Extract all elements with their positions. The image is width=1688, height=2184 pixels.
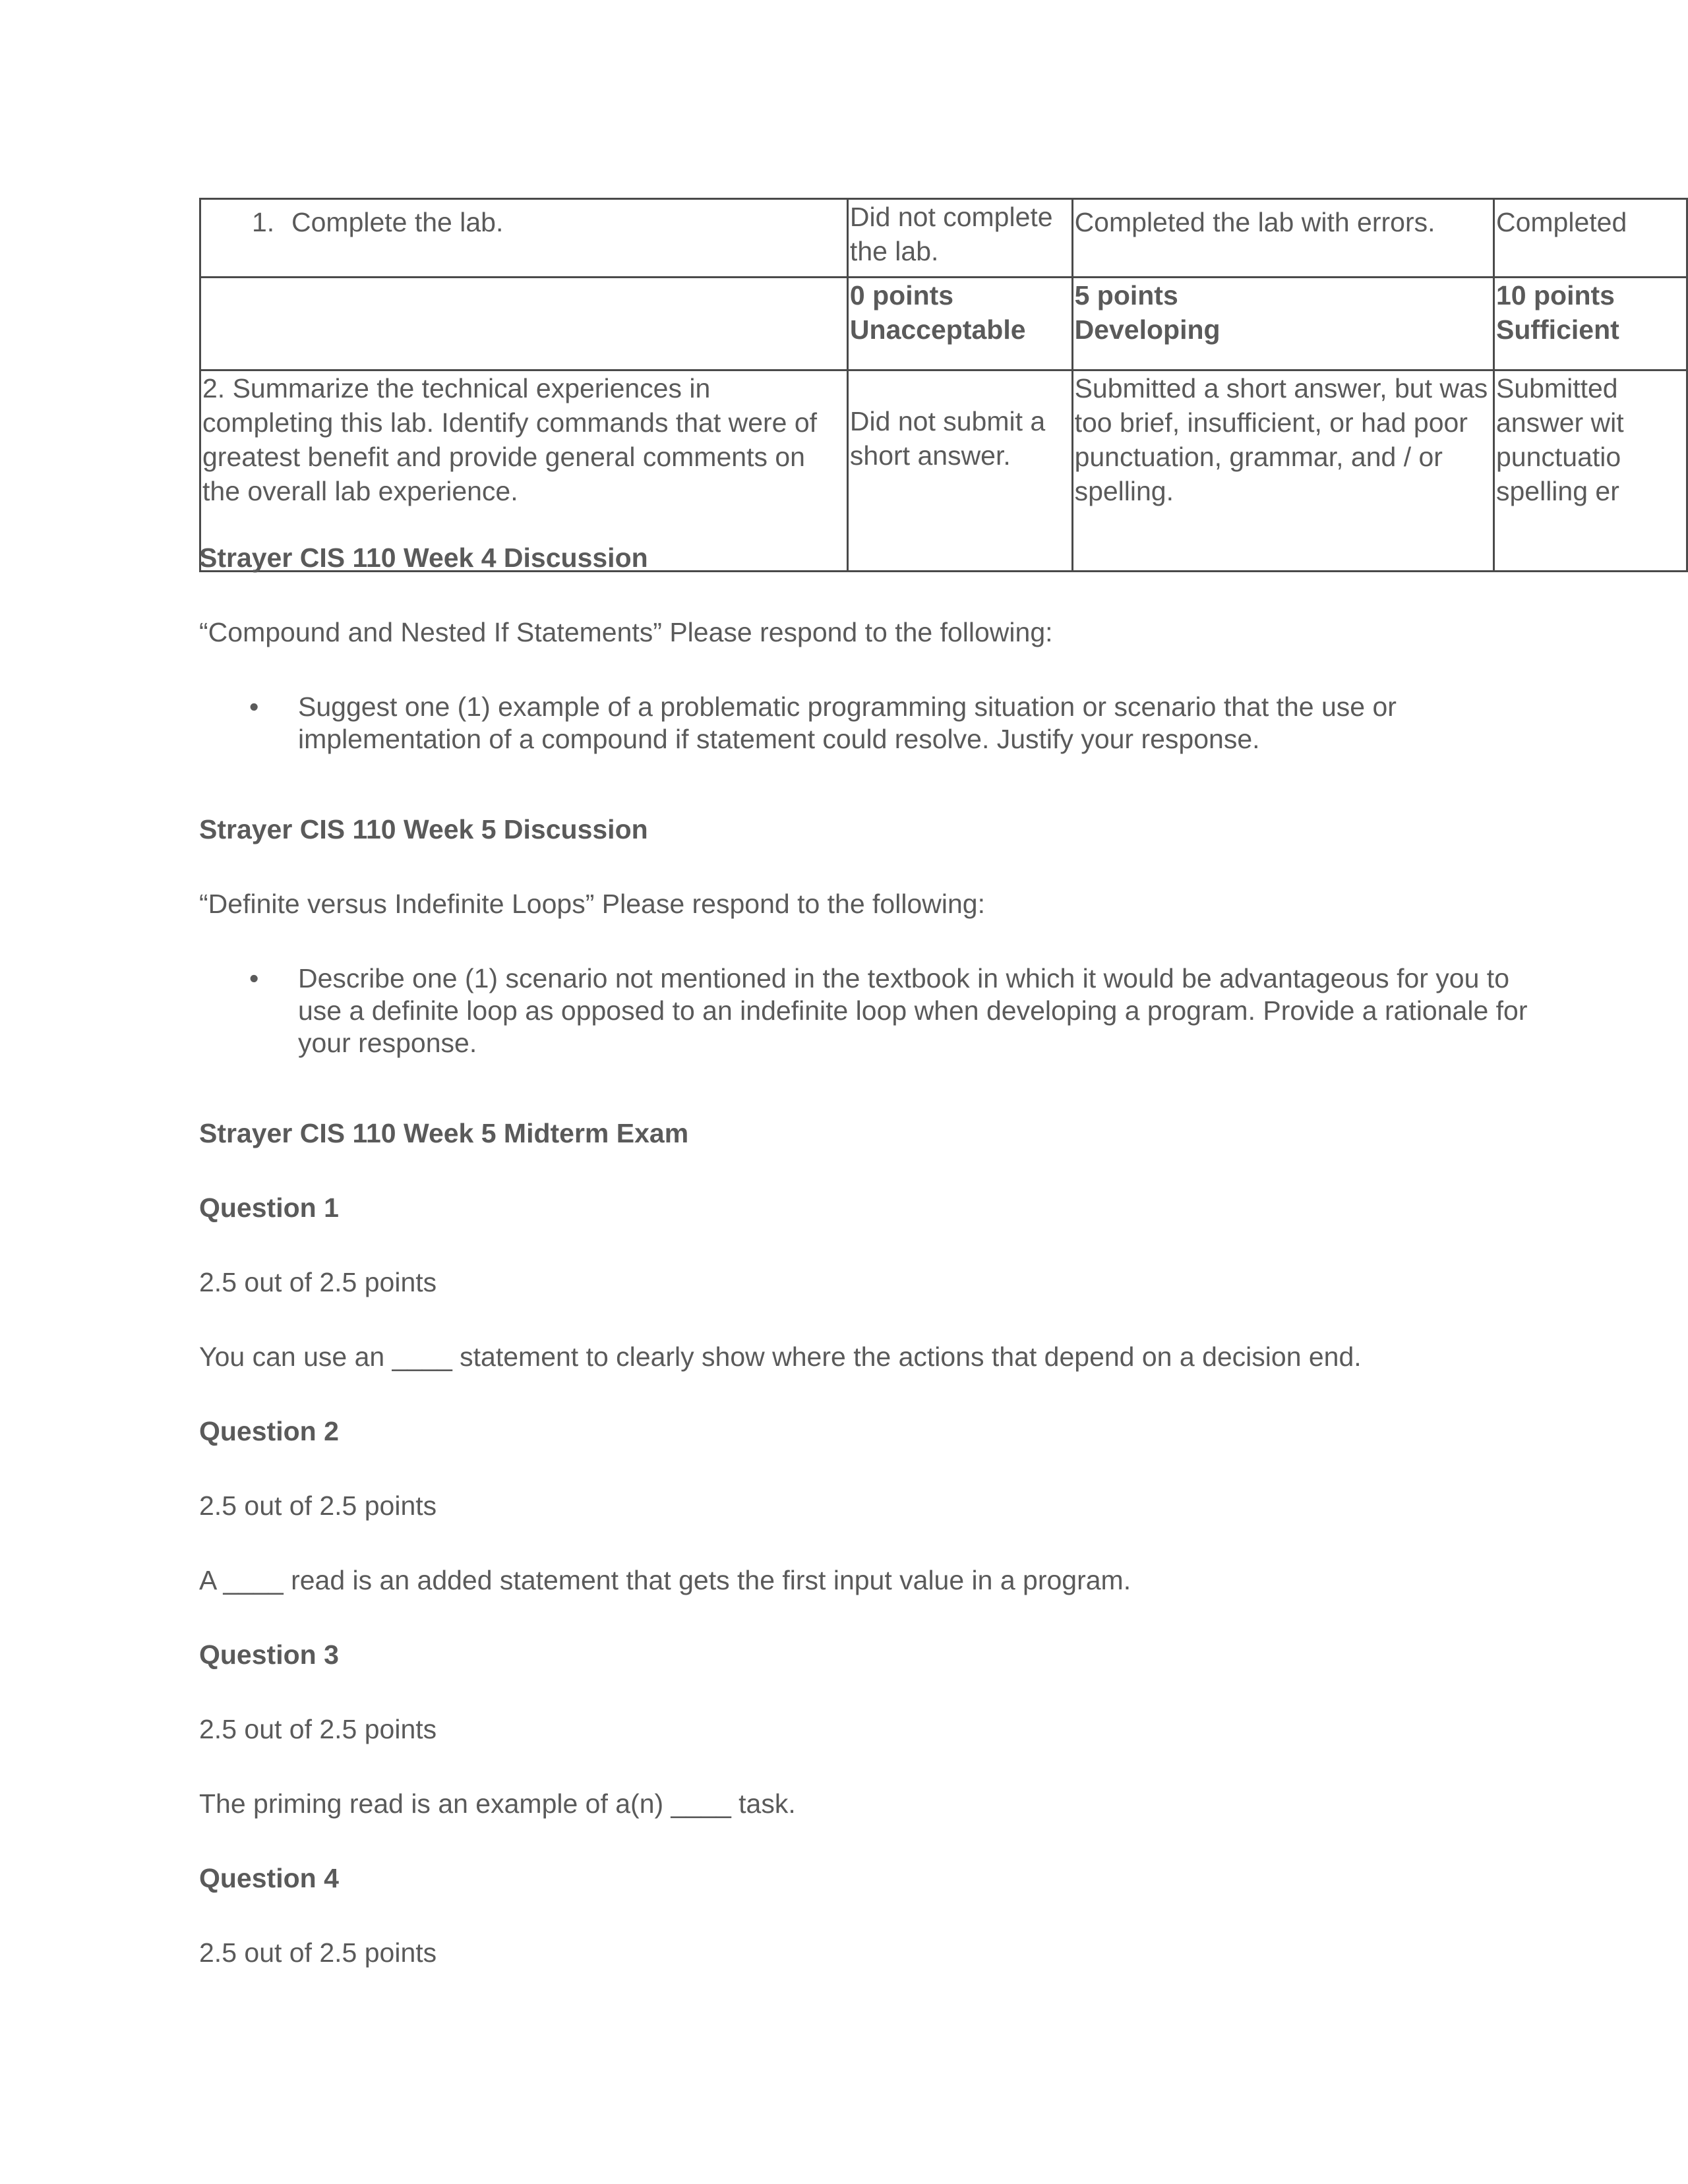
question-4 xyxy=(199,1862,1551,1969)
week4-heading: Strayer CIS 110 Week 4 Discussion xyxy=(199,543,648,573)
question-title: Question 4 xyxy=(199,1863,339,1893)
week5-prompt: “Definite versus Indefinite Loops” Please respond to the following: xyxy=(199,889,985,919)
week4-bullet-list xyxy=(199,691,1551,755)
rubric-developing-cell xyxy=(1072,370,1493,572)
rubric-empty-cell xyxy=(200,278,848,370)
rubric-developing-points-cell xyxy=(1072,278,1493,370)
week5-bullet-text: Describe one (1) scenario not mentioned in the textbook in which it would be advantageous for you to use a definite loop as opposed to an indefinite loop when developing a program. Provide a rationale for your response. xyxy=(298,963,1528,1058)
question-score: 2.5 out of 2.5 points xyxy=(199,1714,437,1744)
rubric-row-complete-lab xyxy=(200,199,1687,278)
week5-heading: Strayer CIS 110 Week 5 Discussion xyxy=(199,814,648,844)
question-score: 2.5 out of 2.5 points xyxy=(199,1267,437,1297)
bullet-icon: • xyxy=(249,963,259,993)
rubric-unacceptable-cell xyxy=(847,199,1072,278)
unacceptable-text: Did not complete the lab. xyxy=(849,202,1053,266)
sufficient-line: Submitted xyxy=(1495,373,1618,403)
developing-label: Developing xyxy=(1074,314,1221,345)
question-title: Question 3 xyxy=(199,1639,339,1670)
rubric-sufficient-cell xyxy=(1493,370,1687,572)
rubric-unacceptable-cell xyxy=(847,370,1072,572)
rubric-sufficient-cell xyxy=(1493,199,1687,278)
developing-text: Submitted a short answer, but was too brief, insufficient, or had poor punctuation, grammar, and / or spelling. xyxy=(1074,373,1488,506)
question-2 xyxy=(199,1415,1551,1597)
list-item xyxy=(199,691,1551,755)
bullet-icon: • xyxy=(249,692,259,722)
sufficient-points: 10 points xyxy=(1495,280,1615,310)
sufficient-line: spelling er xyxy=(1495,476,1619,506)
rubric-developing-cell xyxy=(1072,199,1493,278)
criterion-text: Complete the lab. xyxy=(291,207,504,237)
developing-text: Completed the lab with errors. xyxy=(1074,207,1435,237)
document-body xyxy=(199,542,1551,2011)
rubric-criterion-cell xyxy=(200,199,848,278)
question-score: 2.5 out of 2.5 points xyxy=(199,1937,437,1968)
question-text: The priming read is an example of a(n) ____ task. xyxy=(199,1788,796,1819)
sufficient-text: Completed xyxy=(1495,207,1627,237)
rubric-criterion-cell xyxy=(200,370,848,572)
criterion-number: 1. xyxy=(252,207,275,237)
unacceptable-label: Unacceptable xyxy=(849,314,1026,345)
developing-points: 5 points xyxy=(1074,280,1178,310)
unacceptable-text: Did not submit a short answer. xyxy=(849,406,1046,471)
week4-prompt: “Compound and Nested If Statements” Please respond to the following: xyxy=(199,617,1053,647)
rubric-row-summarize xyxy=(200,370,1687,572)
list-item xyxy=(199,962,1551,1059)
midterm-heading: Strayer CIS 110 Week 5 Midterm Exam xyxy=(199,1118,689,1148)
sufficient-label: Sufficient xyxy=(1495,314,1619,345)
question-title: Question 1 xyxy=(199,1193,339,1223)
unacceptable-points: 0 points xyxy=(849,280,954,310)
rubric-row-points xyxy=(200,278,1687,370)
sufficient-line: answer wit xyxy=(1495,407,1624,438)
question-1 xyxy=(199,1192,1551,1373)
rubric-sufficient-points-cell xyxy=(1493,278,1687,370)
criterion-text: 2. Summarize the technical experiences in completing this lab. Identify commands that were of greatest benefit and provide general comments on the overall lab experience. xyxy=(202,373,818,506)
sufficient-line: punctuatio xyxy=(1495,442,1621,472)
question-title: Question 2 xyxy=(199,1416,339,1446)
rubric-unacceptable-points-cell xyxy=(847,278,1072,370)
question-score: 2.5 out of 2.5 points xyxy=(199,1490,437,1521)
week5-bullet-list xyxy=(199,962,1551,1059)
week4-bullet-text: Suggest one (1) example of a problematic programming situation or scenario that the use or implementation of a compound if statement could resolve. Justify your response. xyxy=(298,692,1397,754)
question-text: You can use an ____ statement to clearly show where the actions that depend on a decision end. xyxy=(199,1342,1362,1372)
rubric-table xyxy=(199,198,1688,572)
question-text: A ____ read is an added statement that gets the first input value in a program. xyxy=(199,1565,1131,1595)
question-3 xyxy=(199,1639,1551,1820)
